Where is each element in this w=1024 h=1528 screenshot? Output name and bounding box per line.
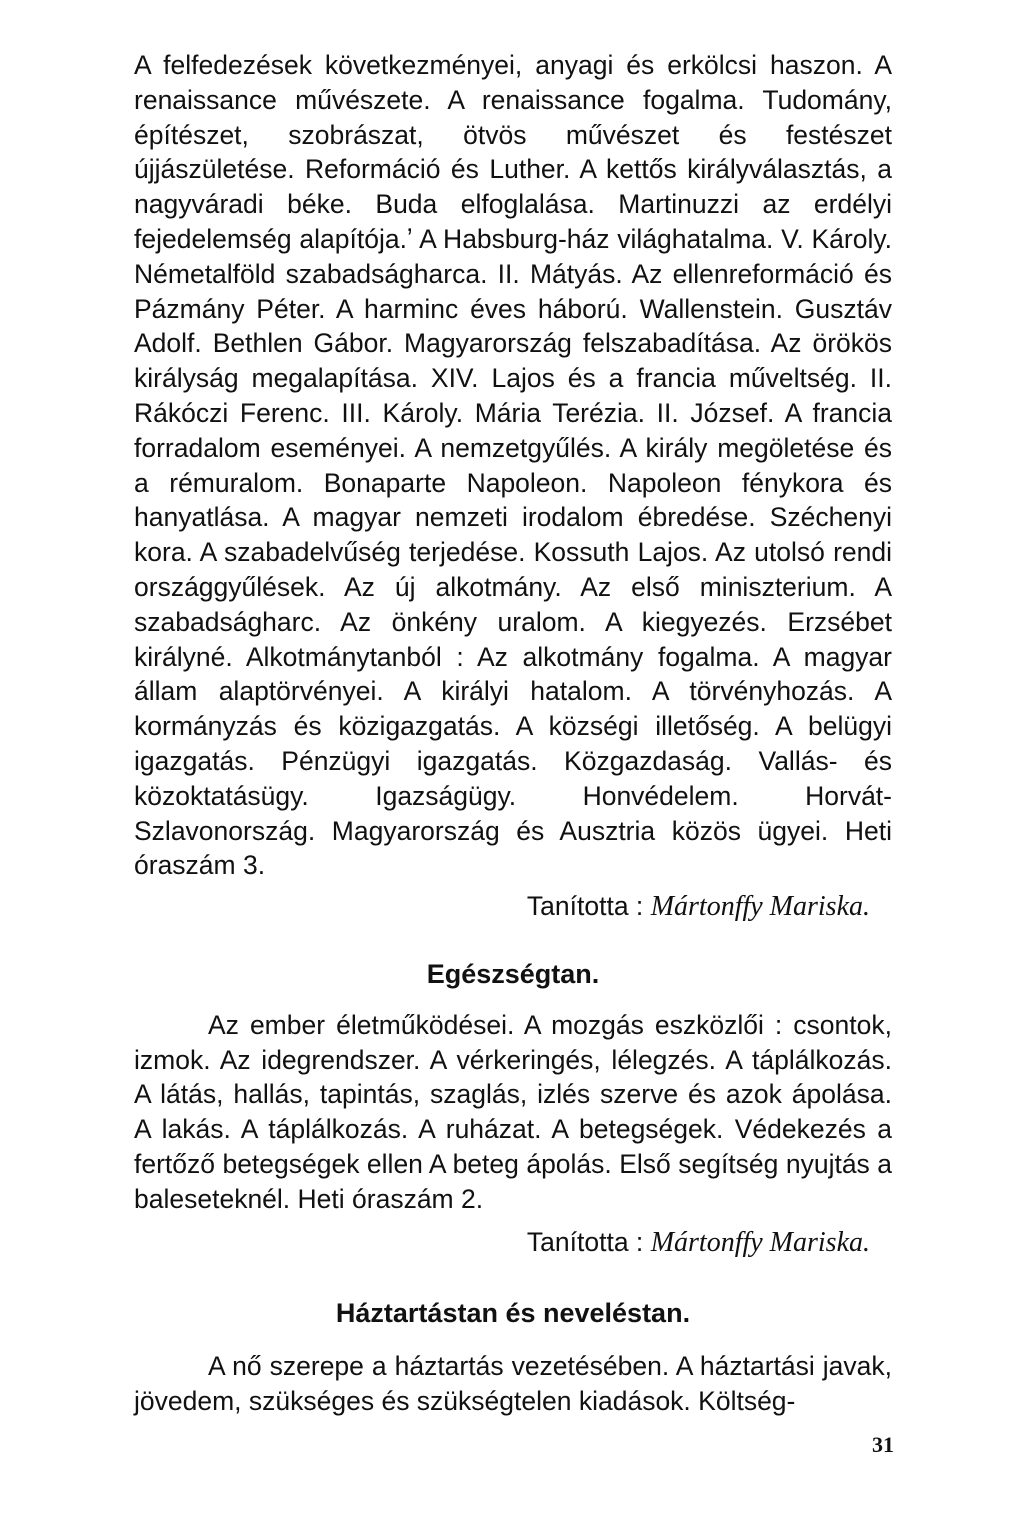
health-curriculum-paragraph: Az ember életműködései. A mozgás eszközlői : csontok, izmok. Az idegrendszer. A vérkeringés, lélegzés. A táplálkozás. A látás, hallás, tapintás, szaglás, izlés szerve és azok ápolása. A lakás. A táplálkozás. A ruházat. A betegségek. Védekezés a fertőző betegségek ellen A beteg ápolás. Első segítség nyujtás a baleseteknél. Heti óraszám 2. xyxy=(134,1009,892,1214)
teacher-label: Tanította : xyxy=(526,1226,644,1257)
section-heading-health: Egészségtan. xyxy=(426,958,600,989)
teacher-name: Mártonffy Mariska. xyxy=(650,1226,870,1258)
health-teacher-line xyxy=(134,1225,892,1261)
page-body xyxy=(134,48,892,1419)
page-number: 31 xyxy=(872,1432,894,1457)
teacher-label: Tanította : xyxy=(526,891,644,922)
history-curriculum-paragraph: A felfedezések következményei, anyagi és erkölcsi haszon. A renaissance művészete. A renaissance fogalma. Tudomány, építészet, szobrászat, ötvös művészet és festészet újjászületése. Reformáció és Luther. A kettős királyválasztás, a nagyváradi béke. Buda elfoglalása. Martinuzzi az erdélyi fejedelemség alapítója.ʼ A Habsburg-ház világhatalma. V. Károly. Németalföld szabadságharca. II. Mátyás. Az ellenreformáció és Pázmány Péter. A harminc éves háború. Wallenstein. Gusztáv Adolf. Bethlen Gábor. Magyarország felszabadítása. Az örökös királyság megalapítása. XIV. Lajos és a francia műveltség. II. Rákóczi Ferenc. III. Károly. Mária Terézia. II. József. A francia forradalom eseményei. A nemzetgyűlés. A király megöletése és a rémuralom. Bonaparte Napoleon. Napoleon fénykora és hanyatlása. A magyar nemzeti irodalom ébredése. Széchenyi kora. A szabadelvűség terjedése. Kossuth Lajos. Az utolsó rendi országgyűlések. Az új alkotmány. Az első miniszterium. A szabadságharc. Az önkény uralom. A kiegyezés. Erzsébet királyné. Alkotmánytanból : Az alkotmány fogalma. A magyar állam alaptörvényei. A királyi hatalom. A törvényhozás. A kormányzás és közigazgatás. A községi illetőség. A belügyi igazgatás. Pénzügyi igazgatás. Közgazdaság. Vallás- és közoktatásügy. Igazságügy. Honvédelem. Horvát-Szlavonország. Magyarország és Ausztria közös ügyei. Heti óraszám 3. xyxy=(134,50,892,881)
household-curriculum-paragraph: A nő szerepe a háztartás vezetésében. A háztartási javak, jövedem, szükséges és szükségtelen kiadások. Költség- xyxy=(134,1351,892,1416)
section-heading-household: Háztartástan és neveléstan. xyxy=(335,1298,691,1329)
history-teacher-line xyxy=(134,889,892,925)
teacher-name: Mártonffy Mariska. xyxy=(650,891,870,923)
